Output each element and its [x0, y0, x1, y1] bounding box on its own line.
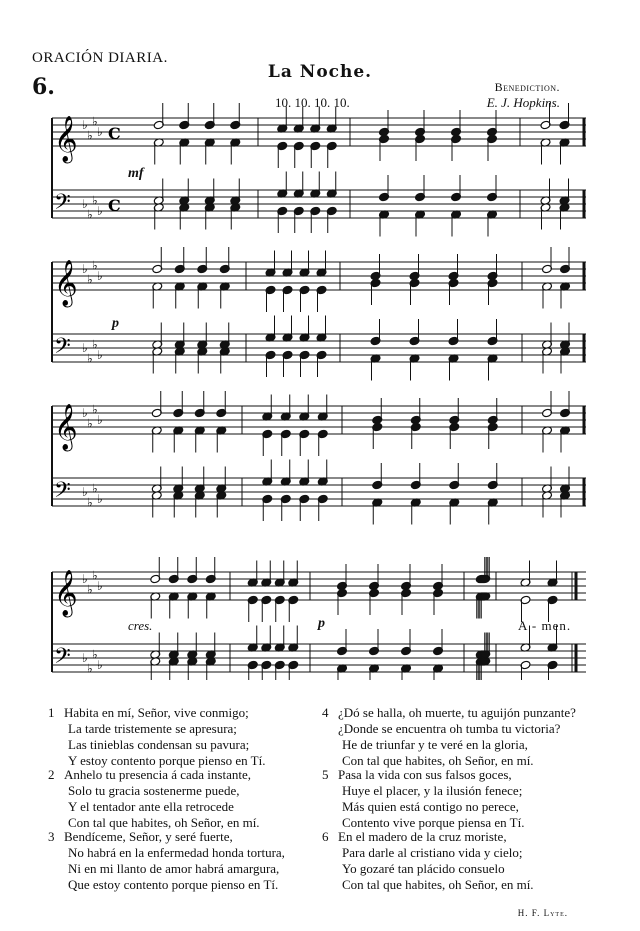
flat-sign: ♭: [82, 406, 88, 420]
verse-line: Y estoy contento porque pienso en Tí.: [68, 753, 266, 768]
hymn-title: La Noche.: [267, 62, 373, 82]
lyric-amen: A - men.: [518, 618, 572, 633]
flat-sign: ♭: [82, 197, 88, 211]
verse-3: [48, 829, 285, 893]
flat-sign: ♭: [92, 402, 98, 417]
flat-sign: ♭: [97, 125, 103, 139]
verse-line: Pasa la vida con sus falsos goces,: [338, 767, 512, 782]
bass-clef: 𝄢: [54, 644, 71, 674]
flat-sign: ♭: [97, 269, 103, 283]
bass-clef: 𝄢: [54, 478, 71, 508]
verse-4: [322, 705, 576, 769]
verse-line: Con tal que habites, oh Señor, en mí.: [342, 753, 534, 768]
composer: E. J. Hopkins.: [486, 95, 560, 110]
tune-name: Benediction.: [494, 80, 560, 94]
treble-clef: 𝄞: [54, 404, 78, 450]
meter: 10. 10. 10. 10.: [275, 95, 350, 110]
bass-clef: 𝄢: [54, 190, 71, 220]
verse-line: Con tal que habites, oh Señor, en mí.: [68, 815, 260, 830]
treble-clef: 𝄞: [54, 570, 78, 616]
flat-sign: ♭: [97, 204, 103, 218]
flat-sign: ♭: [92, 114, 98, 129]
verse-6: [322, 829, 534, 893]
flat-sign: ♭: [87, 128, 93, 143]
verse-line: Más quien está contigo no perece,: [342, 799, 519, 814]
verse-line: Yo gozaré tan plácido consuelo: [342, 861, 505, 876]
flat-sign: ♭: [97, 492, 103, 506]
flat-sign: ♭: [92, 568, 98, 583]
flat-sign: ♭: [92, 337, 98, 352]
verse-line: La tarde tristemente se apresura;: [68, 721, 237, 736]
flat-sign: ♭: [82, 118, 88, 132]
flat-sign: ♭: [87, 351, 93, 366]
verse-1: [48, 705, 266, 769]
verse-line: Bendíceme, Señor, y seré fuerte,: [64, 829, 233, 844]
verse-line: Habita en mí, Señor, vive conmigo;: [64, 705, 249, 720]
verse-line: Con tal que habites, oh Señor, en mí.: [342, 877, 534, 892]
verse-line: En el madero de la cruz moriste,: [338, 829, 507, 844]
flat-sign: ♭: [87, 661, 93, 676]
flat-sign: ♭: [97, 348, 103, 362]
verse-number: 2: [48, 767, 55, 782]
verse-line: Ni en mi llanto de amor habrá amargura,: [68, 861, 280, 876]
time-signature: C: [108, 124, 121, 143]
verse-line: ¿Dó se halla, oh muerte, tu aguijón punzante?: [338, 705, 576, 720]
flat-sign: ♭: [87, 495, 93, 510]
verse-number: 5: [322, 767, 329, 782]
verse-line: Contento vive porque piensa en Tí.: [342, 815, 525, 830]
flat-sign: ♭: [87, 272, 93, 287]
verse-line: Las tinieblas condensan su pavura;: [68, 737, 250, 752]
dynamic-marking: p: [318, 616, 325, 631]
flat-sign: ♭: [92, 481, 98, 496]
flat-sign: ♭: [82, 651, 88, 665]
flat-sign: ♭: [97, 579, 103, 593]
time-signature: C: [108, 196, 121, 215]
verse-line: ¿Donde se encuentra oh tumba tu victoria?: [338, 721, 561, 736]
flat-sign: ♭: [92, 258, 98, 273]
flat-sign: ♭: [87, 582, 93, 597]
flat-sign: ♭: [82, 572, 88, 586]
flat-sign: ♭: [82, 262, 88, 276]
lyric-cres: cres.: [128, 618, 153, 633]
treble-clef: 𝄞: [54, 260, 78, 306]
flat-sign: ♭: [97, 413, 103, 427]
verse-line: Huye el placer, y la ilusión fenece;: [342, 783, 523, 798]
verse-number: 1: [48, 705, 55, 720]
verse-line: He de triunfar y te veré en la gloria,: [342, 737, 528, 752]
verse-line: Anhelo tu presencia á cada instante,: [64, 767, 251, 782]
bass-clef: 𝄢: [54, 334, 71, 364]
verse-number: 4: [322, 705, 329, 720]
flat-sign: ♭: [82, 341, 88, 355]
flat-sign: ♭: [97, 658, 103, 672]
verse-line: Que estoy contento porque pienso en Tí.: [68, 877, 279, 892]
verse-number: 6: [322, 829, 329, 844]
verse-line: Y el tentador ante ella retrocede: [68, 799, 234, 814]
dynamic-marking: p: [112, 316, 119, 331]
flat-sign: ♭: [92, 193, 98, 208]
hymn-number: 6.: [32, 74, 55, 100]
verse-line: Para darle al cristiano vida y cielo;: [342, 845, 523, 860]
verse-5: [322, 767, 524, 831]
verse-line: No habrá en la enfermedad honda tortura,: [68, 845, 285, 860]
flat-sign: ♭: [87, 416, 93, 431]
verse-line: Solo tu gracia sostenerme puede,: [68, 783, 240, 798]
flat-sign: ♭: [82, 485, 88, 499]
dynamic-marking: mf: [128, 166, 144, 181]
lyricist-attribution: H. F. Lyte.: [517, 908, 568, 918]
section-heading: ORACIÓN DIARIA.: [32, 50, 168, 66]
flat-sign: ♭: [87, 207, 93, 222]
flat-sign: ♭: [92, 647, 98, 662]
verse-2: [48, 767, 260, 831]
verse-number: 3: [48, 829, 55, 844]
treble-clef: 𝄞: [54, 116, 78, 162]
